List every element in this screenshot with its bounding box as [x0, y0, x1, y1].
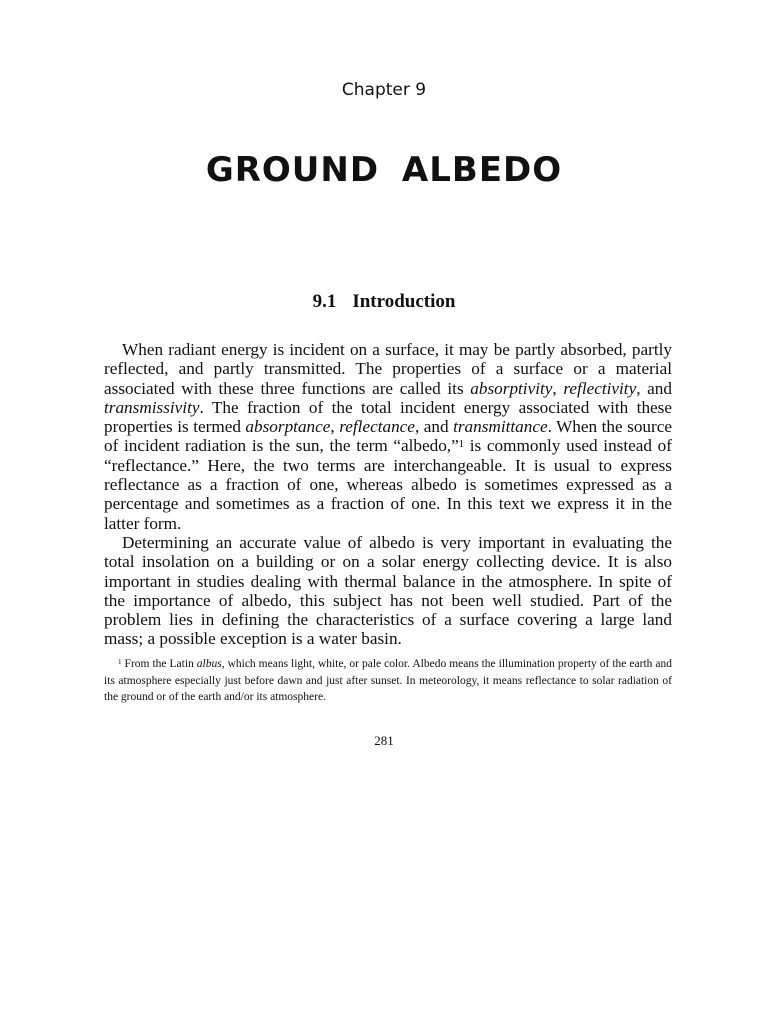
paragraph-text: is commonly used instead of “reflectance.” Here, the two terms are interchangeable. It is usual to express reflectance as a fraction of one, whereas albedo is sometimes expressed as a percentage and sometimes as a fraction of one. In this text we express it in the latter form. — [104, 436, 672, 533]
page-number: 281 — [374, 733, 394, 748]
paragraph-text: , — [552, 378, 564, 398]
footnote-text-part: From the Latin — [121, 658, 197, 670]
paragraph-text: , and — [636, 378, 672, 398]
paragraph-text: . The fraction of the total incident energy associated with these properties is termed — [104, 397, 672, 437]
paragraph-1 — [104, 340, 672, 533]
footnote-text — [104, 656, 672, 706]
section-number: 9.1 — [312, 291, 337, 312]
body-text — [104, 340, 672, 649]
footnote-reference: 1 — [458, 438, 465, 450]
footnote-marker: 1 — [118, 657, 122, 666]
chapter-title: GROUND ALBEDO — [205, 150, 563, 190]
footnote-term-albus: albus — [196, 658, 222, 670]
paragraph-text: . When the source of incident radiation is the sun, the term “albedo,” — [104, 417, 672, 456]
term-absorptivity: absorptivity — [470, 378, 553, 398]
footnote-text-part: , which means light, white, or pale color. Albedo means the illumination property of the earth and its atmosphere especially just before dawn and just after sunset. In meteorology, it means reflectance to solar radiation of the ground or of the earth and/or its atmosphere. — [104, 658, 672, 703]
term-transmittance: transmittance — [453, 417, 548, 437]
term-reflectance: reflectance — [339, 417, 415, 437]
paragraph-2: Determining an accurate value of albedo is very important in evaluating the total insolation on a building or on a solar energy collecting device. It is also important in studies dealing with thermal balance in the atmosphere. In spite of the importance of albedo, this subject has not been well studied. Part of the problem lies in defining the characteristics of a surface covering a large land mass; a possible exception is a water basin. — [104, 532, 672, 649]
paragraph-text: , and — [414, 417, 454, 437]
chapter-label: Chapter 9 — [341, 80, 427, 100]
paragraph-text: , — [330, 417, 340, 437]
term-reflectivity: reflectivity — [563, 378, 637, 398]
paragraph-text: When radiant energy is incident on a surface, it may be partly absorbed, partly reflected, and partly transmitted. The properties of a surface or a material associated with these three functions are called its — [104, 340, 672, 398]
term-transmissivity: transmissivity — [104, 397, 200, 417]
section-heading — [0, 291, 768, 313]
term-absorptance: absorptance — [245, 417, 331, 437]
section-title: Introduction — [352, 291, 456, 312]
footnote — [104, 656, 672, 706]
